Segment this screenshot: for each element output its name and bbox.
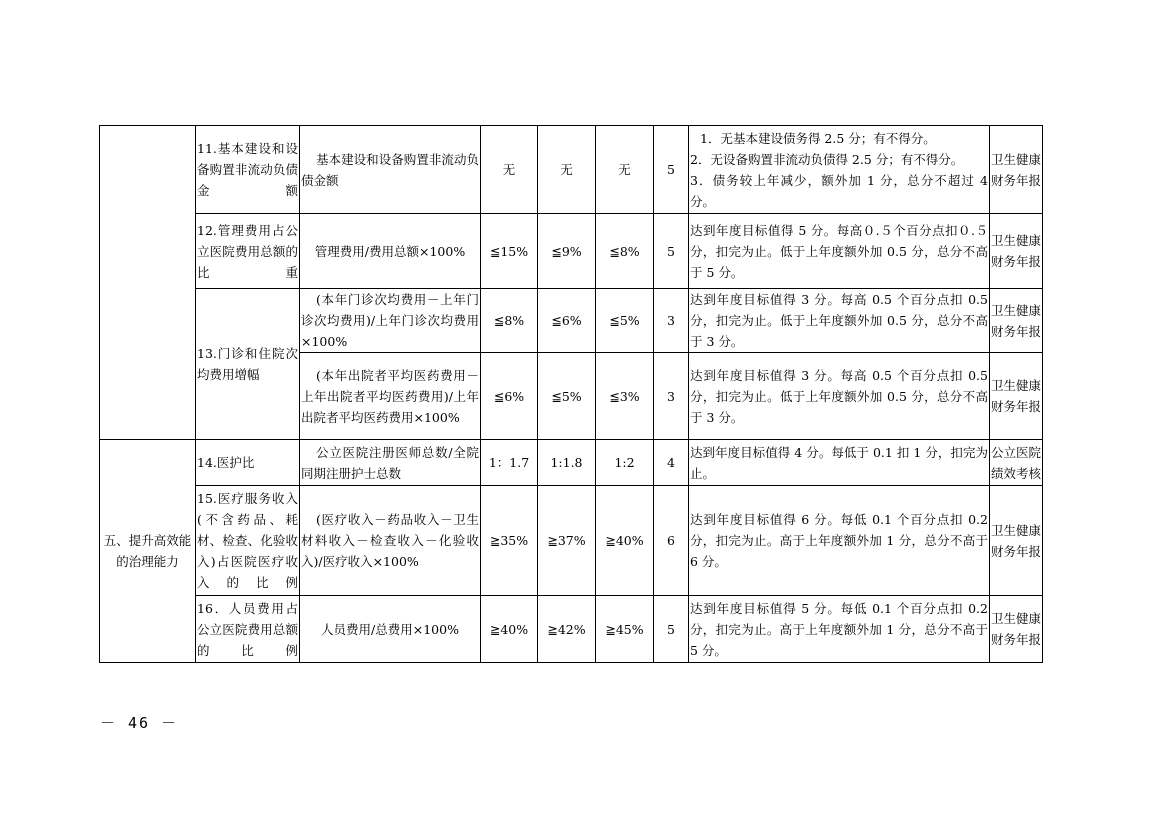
target-1-cell: 无 bbox=[481, 126, 538, 214]
target-2-cell: ≦5% bbox=[538, 353, 596, 440]
criteria-cell bbox=[689, 126, 990, 214]
target-3-cell: ≦3% bbox=[596, 353, 654, 440]
criteria-cell: 达到年度目标值得 6 分。每低 0.1 个百分点扣 0.2 分，扣完为止。高于上年度额外加 1 分，总分不高于 6 分。 bbox=[689, 486, 990, 596]
score-cell: 4 bbox=[654, 440, 689, 486]
category-cell: 五、提升高效能的治理能力 bbox=[100, 440, 196, 663]
target-3-cell: 1:2 bbox=[596, 440, 654, 486]
category-cell-empty bbox=[100, 126, 196, 440]
table-row bbox=[100, 596, 1043, 663]
criteria-line: 2．无设备购置非流动负债得 2.5 分；有不得分。 bbox=[690, 151, 964, 167]
target-1-cell: ≧35% bbox=[481, 486, 538, 596]
source-cell: 卫生健康财务年报 bbox=[990, 486, 1043, 596]
target-3-cell: ≧40% bbox=[596, 486, 654, 596]
criteria-cell: 达到年度目标值得 4 分。每低于 0.1 扣 1 分，扣完为止。 bbox=[689, 440, 990, 486]
formula-cell: 管理费用/费用总额×100% bbox=[300, 214, 481, 289]
criteria-line: 1．无基本建设债务得 2.5 分；有不得分。 bbox=[700, 130, 936, 146]
indicator-cell: 14.医护比 bbox=[196, 440, 300, 486]
target-1-cell: ≧40% bbox=[481, 596, 538, 663]
indicator-cell: 16．人员费用占公立医院费用总额的比例 bbox=[196, 596, 300, 663]
formula-cell: (医疗收入－药品收入－卫生材料收入－检查收入－化验收入)/医疗收入×100% bbox=[300, 486, 481, 596]
target-1-cell: 1：1.7 bbox=[481, 440, 538, 486]
source-cell: 卫生健康财务年报 bbox=[990, 214, 1043, 289]
target-2-cell: ≦6% bbox=[538, 289, 596, 353]
indicator-cell: 11.基本建设和设备购置非流动负债金额 bbox=[196, 126, 300, 214]
formula-cell: 人员费用/总费用×100% bbox=[300, 596, 481, 663]
table-row bbox=[100, 486, 1043, 596]
table-row bbox=[100, 440, 1043, 486]
target-2-cell: ≦9% bbox=[538, 214, 596, 289]
score-cell: 3 bbox=[654, 289, 689, 353]
target-2-cell: 1:1.8 bbox=[538, 440, 596, 486]
target-1-cell: ≦6% bbox=[481, 353, 538, 440]
indicator-cell: 15.医疗服务收入(不含药品、耗材、检查、化验收入)占医院医疗收入的比例 bbox=[196, 486, 300, 596]
source-cell: 卫生健康财务年报 bbox=[990, 353, 1043, 440]
formula-cell: 公立医院注册医师总数/全院同期注册护士总数 bbox=[300, 440, 481, 486]
source-cell: 公立医院绩效考核 bbox=[990, 440, 1043, 486]
table-row bbox=[100, 126, 1043, 214]
target-3-cell: ≦5% bbox=[596, 289, 654, 353]
target-3-cell: 无 bbox=[596, 126, 654, 214]
target-2-cell: 无 bbox=[538, 126, 596, 214]
score-cell: 6 bbox=[654, 486, 689, 596]
criteria-cell: 达到年度目标值得 3 分。每高 0.5 个百分点扣 0.5 分，扣完为止。低于上年度额外加 0.5 分，总分不高于 3 分。 bbox=[689, 289, 990, 353]
target-3-cell: ≧45% bbox=[596, 596, 654, 663]
score-cell: 5 bbox=[654, 126, 689, 214]
target-2-cell: ≧37% bbox=[538, 486, 596, 596]
formula-cell: 基本建设和设备购置非流动负债金额 bbox=[300, 126, 481, 214]
indicator-cell: 13.门诊和住院次均费用增幅 bbox=[196, 289, 300, 440]
table-row bbox=[100, 214, 1043, 289]
criteria-cell: 达到年度目标值得 5 分。每低 0.1 个百分点扣 0.2 分，扣完为止。高于上年度额外加 1 分，总分不高于 5 分。 bbox=[689, 596, 990, 663]
source-cell: 卫生健康财务年报 bbox=[990, 126, 1043, 214]
target-1-cell: ≦8% bbox=[481, 289, 538, 353]
indicator-table bbox=[99, 125, 1043, 663]
source-cell: 卫生健康财务年报 bbox=[990, 596, 1043, 663]
criteria-cell: 达到年度目标值得 5 分。每高０.５个百分点扣０.５分，扣完为止。低于上年度额外加 0.5 分，总分不高于 5 分。 bbox=[689, 214, 990, 289]
target-1-cell: ≦15% bbox=[481, 214, 538, 289]
criteria-line: 3．债务较上年减少，额外加 1 分，总分不超过 4 分。 bbox=[690, 172, 988, 209]
source-cell: 卫生健康财务年报 bbox=[990, 289, 1043, 353]
indicator-cell: 12.管理费用占公立医院费用总额的比重 bbox=[196, 214, 300, 289]
score-cell: 5 bbox=[654, 596, 689, 663]
criteria-cell: 达到年度目标值得 3 分。每高 0.5 个百分点扣 0.5 分，扣完为止。低于上年度额外加 0.5 分，总分不高于 3 分。 bbox=[689, 353, 990, 440]
score-cell: 3 bbox=[654, 353, 689, 440]
score-cell: 5 bbox=[654, 214, 689, 289]
formula-cell: (本年出院者平均医药费用－上年出院者平均医药费用)/上年出院者平均医药费用×100% bbox=[300, 353, 481, 440]
page-number: － 46 － bbox=[100, 714, 179, 732]
formula-cell: (本年门诊次均费用－上年门诊次均费用)/上年门诊次均费用×100% bbox=[300, 289, 481, 353]
target-3-cell: ≦8% bbox=[596, 214, 654, 289]
table-row bbox=[100, 289, 1043, 353]
target-2-cell: ≧42% bbox=[538, 596, 596, 663]
